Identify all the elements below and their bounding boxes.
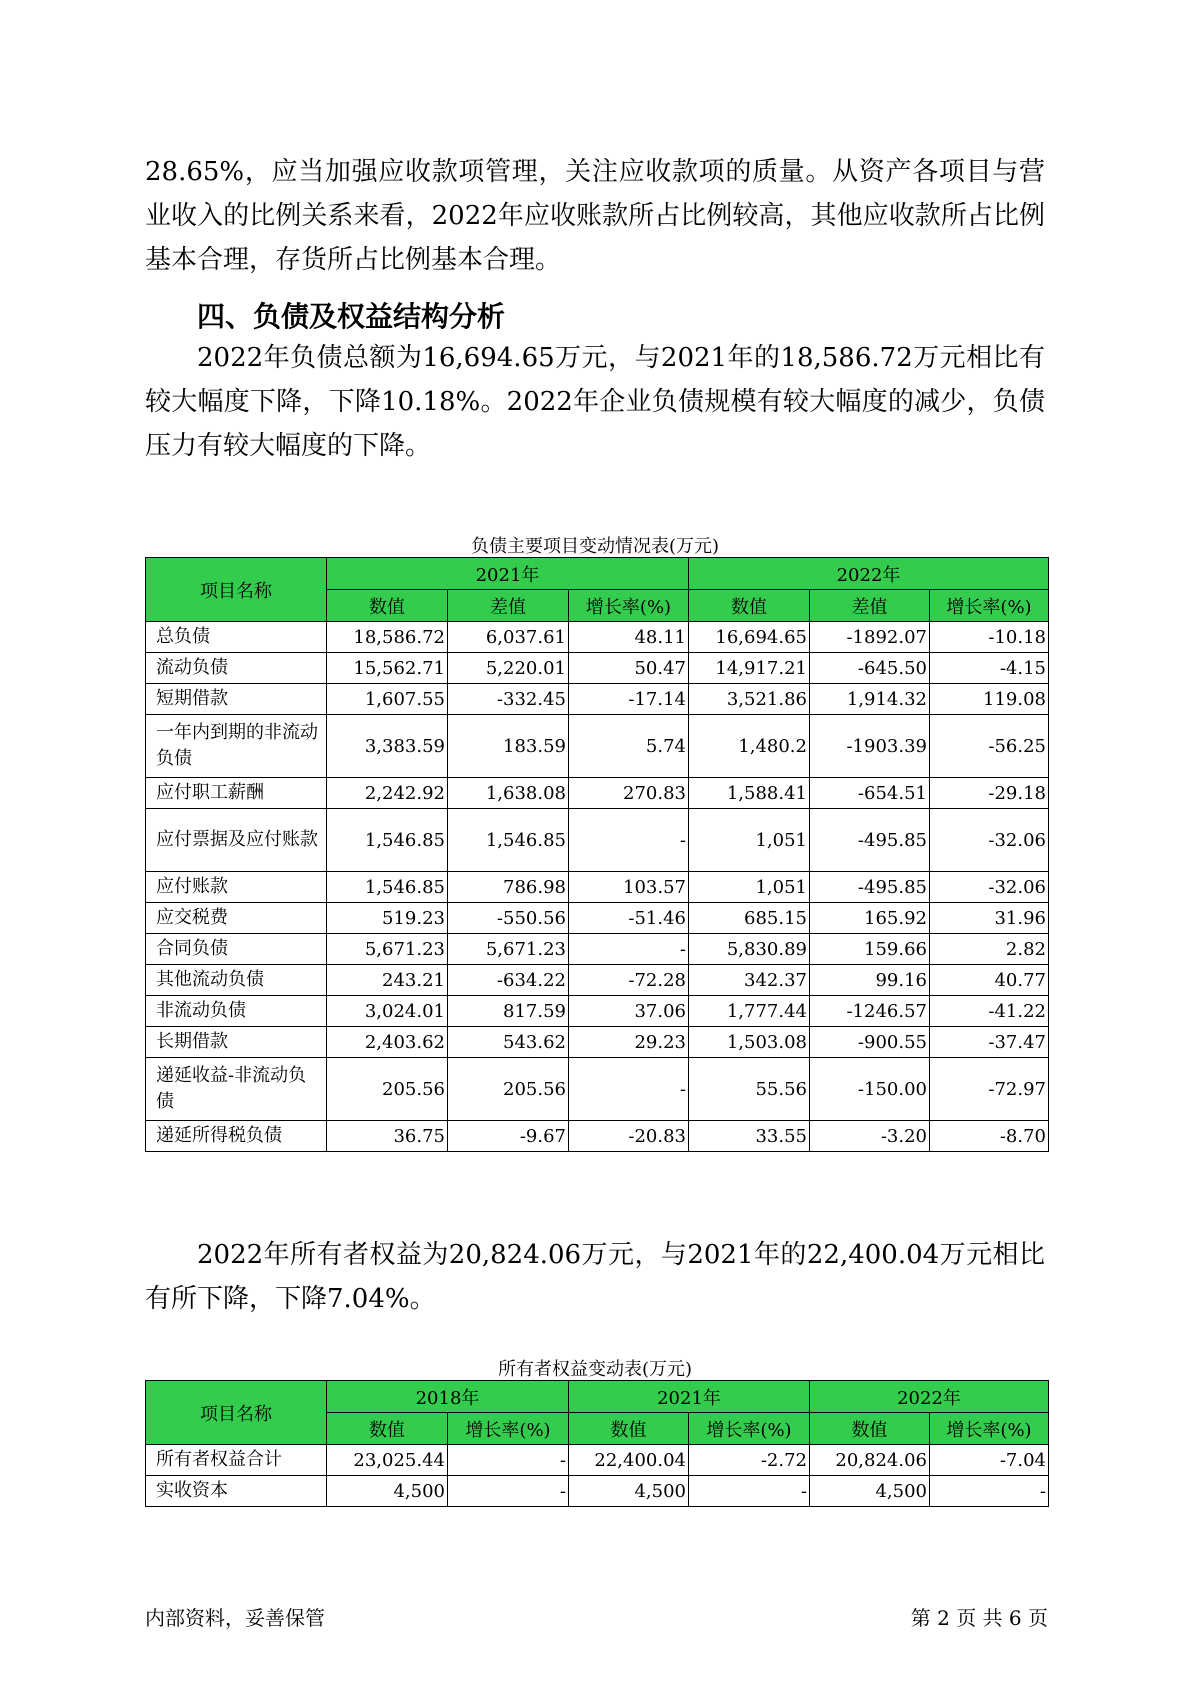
value-cell: 6,037.61 bbox=[448, 622, 569, 653]
value-cell: -1246.57 bbox=[810, 996, 930, 1027]
value-cell: -495.85 bbox=[810, 872, 930, 903]
value-cell: -32.06 bbox=[930, 809, 1049, 872]
value-cell: -1903.39 bbox=[810, 715, 930, 778]
value-cell: - bbox=[930, 1476, 1049, 1507]
row-label-cell: 流动负债 bbox=[146, 653, 327, 684]
table-row bbox=[146, 1476, 1049, 1507]
value-cell: -7.04 bbox=[930, 1445, 1049, 1476]
equity-header-year-2022: 2022年 bbox=[810, 1381, 1049, 1413]
value-cell: 18,586.72 bbox=[327, 622, 448, 653]
value-cell: 543.62 bbox=[448, 1027, 569, 1058]
row-label-cell: 合同负债 bbox=[146, 934, 327, 965]
value-cell: 1,546.85 bbox=[448, 809, 569, 872]
value-cell: 5,220.01 bbox=[448, 653, 569, 684]
value-cell: 3,521.86 bbox=[689, 684, 810, 715]
footer-page-number: 第 2 页 共 6 页 bbox=[910, 1606, 1048, 1630]
table-row bbox=[146, 872, 1049, 903]
value-cell: 1,546.85 bbox=[327, 809, 448, 872]
table-row bbox=[146, 934, 1049, 965]
liability-header-value: 数值 bbox=[327, 590, 448, 622]
value-cell: 20,824.06 bbox=[810, 1445, 930, 1476]
value-cell: 4,500 bbox=[810, 1476, 930, 1507]
value-cell: 50.47 bbox=[569, 653, 689, 684]
value-cell: -56.25 bbox=[930, 715, 1049, 778]
value-cell: 119.08 bbox=[930, 684, 1049, 715]
value-cell: -17.14 bbox=[569, 684, 689, 715]
liability-header-value: 数值 bbox=[689, 590, 810, 622]
value-cell: 1,503.08 bbox=[689, 1027, 810, 1058]
liability-table bbox=[145, 557, 1049, 1152]
value-cell: 519.23 bbox=[327, 903, 448, 934]
row-label-cell: 长期借款 bbox=[146, 1027, 327, 1058]
value-cell: - bbox=[448, 1445, 569, 1476]
value-cell: 183.59 bbox=[448, 715, 569, 778]
value-cell: 103.57 bbox=[569, 872, 689, 903]
equity-header-year-2018: 2018年 bbox=[327, 1381, 569, 1413]
value-cell: 15,562.71 bbox=[327, 653, 448, 684]
value-cell: 1,051 bbox=[689, 809, 810, 872]
liability-header-diff: 差值 bbox=[810, 590, 930, 622]
table-row bbox=[146, 965, 1049, 996]
liability-header-growth: 增长率(%) bbox=[930, 590, 1049, 622]
equity-table-caption: 所有者权益变动表(万元) bbox=[497, 1359, 693, 1380]
value-cell: 205.56 bbox=[448, 1058, 569, 1121]
liability-header-year-2022: 2022年 bbox=[689, 558, 1049, 590]
value-cell: -900.55 bbox=[810, 1027, 930, 1058]
liability-header-diff: 差值 bbox=[448, 590, 569, 622]
value-cell: 159.66 bbox=[810, 934, 930, 965]
value-cell: 5,671.23 bbox=[448, 934, 569, 965]
row-label-cell: 短期借款 bbox=[146, 684, 327, 715]
equity-header-value: 数值 bbox=[810, 1413, 930, 1445]
value-cell: 205.56 bbox=[327, 1058, 448, 1121]
row-label-cell: 所有者权益合计 bbox=[146, 1445, 327, 1476]
equity-header-year-2021: 2021年 bbox=[569, 1381, 810, 1413]
table-row bbox=[146, 1058, 1049, 1121]
value-cell: -41.22 bbox=[930, 996, 1049, 1027]
table-row bbox=[146, 996, 1049, 1027]
equity-header-growth: 增长率(%) bbox=[930, 1413, 1049, 1445]
row-label-cell: 应付票据及应付账款 bbox=[146, 809, 327, 872]
value-cell: 1,546.85 bbox=[327, 872, 448, 903]
value-cell: -37.47 bbox=[930, 1027, 1049, 1058]
value-cell: 1,914.32 bbox=[810, 684, 930, 715]
value-cell: 23,025.44 bbox=[327, 1445, 448, 1476]
value-cell: 29.23 bbox=[569, 1027, 689, 1058]
table-row bbox=[146, 1121, 1049, 1152]
value-cell: -2.72 bbox=[689, 1445, 810, 1476]
value-cell: - bbox=[569, 1058, 689, 1121]
value-cell: -495.85 bbox=[810, 809, 930, 872]
liability-table-caption: 负债主要项目变动情况表(万元) bbox=[470, 536, 720, 557]
equity-header-value: 数值 bbox=[327, 1413, 448, 1445]
value-cell: 22,400.04 bbox=[569, 1445, 689, 1476]
value-cell: -32.06 bbox=[930, 872, 1049, 903]
table-row bbox=[146, 1445, 1049, 1476]
value-cell: -654.51 bbox=[810, 778, 930, 809]
table-row bbox=[146, 903, 1049, 934]
row-label-cell: 总负债 bbox=[146, 622, 327, 653]
equity-header-growth: 增长率(%) bbox=[448, 1413, 569, 1445]
value-cell: 1,607.55 bbox=[327, 684, 448, 715]
row-label-cell: 实收资本 bbox=[146, 1476, 327, 1507]
value-cell: 3,024.01 bbox=[327, 996, 448, 1027]
value-cell: 1,480.2 bbox=[689, 715, 810, 778]
equity-table bbox=[145, 1380, 1049, 1507]
equity-header-value: 数值 bbox=[569, 1413, 689, 1445]
value-cell: -51.46 bbox=[569, 903, 689, 934]
value-cell: 37.06 bbox=[569, 996, 689, 1027]
value-cell: 99.16 bbox=[810, 965, 930, 996]
value-cell: - bbox=[689, 1476, 810, 1507]
value-cell: -332.45 bbox=[448, 684, 569, 715]
row-label-cell: 一年内到期的非流动负债 bbox=[146, 715, 327, 778]
value-cell: -645.50 bbox=[810, 653, 930, 684]
value-cell: - bbox=[569, 934, 689, 965]
value-cell: 165.92 bbox=[810, 903, 930, 934]
value-cell: -9.67 bbox=[448, 1121, 569, 1152]
equity-header-name: 项目名称 bbox=[146, 1381, 327, 1445]
value-cell: 1,777.44 bbox=[689, 996, 810, 1027]
value-cell: 243.21 bbox=[327, 965, 448, 996]
table-row bbox=[146, 653, 1049, 684]
row-label-cell: 应付职工薪酬 bbox=[146, 778, 327, 809]
value-cell: -1892.07 bbox=[810, 622, 930, 653]
value-cell: 685.15 bbox=[689, 903, 810, 934]
value-cell: 5,671.23 bbox=[327, 934, 448, 965]
value-cell: 786.98 bbox=[448, 872, 569, 903]
value-cell: -4.15 bbox=[930, 653, 1049, 684]
value-cell: 1,638.08 bbox=[448, 778, 569, 809]
value-cell: 36.75 bbox=[327, 1121, 448, 1152]
value-cell: -20.83 bbox=[569, 1121, 689, 1152]
row-label-cell: 递延所得税负债 bbox=[146, 1121, 327, 1152]
equity-header-growth: 增长率(%) bbox=[689, 1413, 810, 1445]
value-cell: 33.55 bbox=[689, 1121, 810, 1152]
value-cell: -8.70 bbox=[930, 1121, 1049, 1152]
table-row bbox=[146, 622, 1049, 653]
value-cell: 3,383.59 bbox=[327, 715, 448, 778]
equity-summary-paragraph: 2022年所有者权益为20,824.06万元，与2021年的22,400.04万元相比有所下降，下降7.04%。 bbox=[145, 1240, 1045, 1314]
row-label-cell: 其他流动负债 bbox=[146, 965, 327, 996]
value-cell: - bbox=[569, 809, 689, 872]
liability-header-name: 项目名称 bbox=[146, 558, 327, 622]
liability-header-year-2021: 2021年 bbox=[327, 558, 689, 590]
section-heading: 四、负债及权益结构分析 bbox=[197, 300, 506, 333]
value-cell: 2,242.92 bbox=[327, 778, 448, 809]
table-row bbox=[146, 778, 1049, 809]
value-cell: 1,588.41 bbox=[689, 778, 810, 809]
value-cell: 817.59 bbox=[448, 996, 569, 1027]
liability-header-growth: 增长率(%) bbox=[569, 590, 689, 622]
value-cell: -550.56 bbox=[448, 903, 569, 934]
value-cell: -150.00 bbox=[810, 1058, 930, 1121]
intro-paragraph: 28.65%，应当加强应收款项管理，关注应收款项的质量。从资产各项目与营业收入的比例关系来看，2022年应收账款所占比例较高，其他应收款所占比例基本合理，存货所占比例基本合理。 bbox=[145, 157, 1045, 275]
table-row bbox=[146, 715, 1049, 778]
row-label-cell: 应交税费 bbox=[146, 903, 327, 934]
footer-confidential-note: 内部资料，妥善保管 bbox=[145, 1606, 325, 1630]
value-cell: - bbox=[448, 1476, 569, 1507]
value-cell: -10.18 bbox=[930, 622, 1049, 653]
value-cell: 48.11 bbox=[569, 622, 689, 653]
value-cell: 1,051 bbox=[689, 872, 810, 903]
value-cell: 16,694.65 bbox=[689, 622, 810, 653]
value-cell: -29.18 bbox=[930, 778, 1049, 809]
table-row bbox=[146, 1027, 1049, 1058]
value-cell: -72.28 bbox=[569, 965, 689, 996]
liability-summary-paragraph: 2022年负债总额为16,694.65万元，与2021年的18,586.72万元相比有较大幅度下降，下降10.18%。2022年企业负债规模有较大幅度的减少，负债压力有较大幅度的下降。 bbox=[145, 343, 1045, 461]
value-cell: 2,403.62 bbox=[327, 1027, 448, 1058]
table-row bbox=[146, 809, 1049, 872]
row-label-cell: 递延收益-非流动负债 bbox=[146, 1058, 327, 1121]
value-cell: 14,917.21 bbox=[689, 653, 810, 684]
row-label-cell: 非流动负债 bbox=[146, 996, 327, 1027]
value-cell: 342.37 bbox=[689, 965, 810, 996]
value-cell: 55.56 bbox=[689, 1058, 810, 1121]
value-cell: 5.74 bbox=[569, 715, 689, 778]
value-cell: 270.83 bbox=[569, 778, 689, 809]
value-cell: 5,830.89 bbox=[689, 934, 810, 965]
value-cell: 40.77 bbox=[930, 965, 1049, 996]
value-cell: -634.22 bbox=[448, 965, 569, 996]
value-cell: 31.96 bbox=[930, 903, 1049, 934]
value-cell: -3.20 bbox=[810, 1121, 930, 1152]
value-cell: 4,500 bbox=[327, 1476, 448, 1507]
value-cell: 2.82 bbox=[930, 934, 1049, 965]
table-row bbox=[146, 684, 1049, 715]
value-cell: -72.97 bbox=[930, 1058, 1049, 1121]
row-label-cell: 应付账款 bbox=[146, 872, 327, 903]
value-cell: 4,500 bbox=[569, 1476, 689, 1507]
